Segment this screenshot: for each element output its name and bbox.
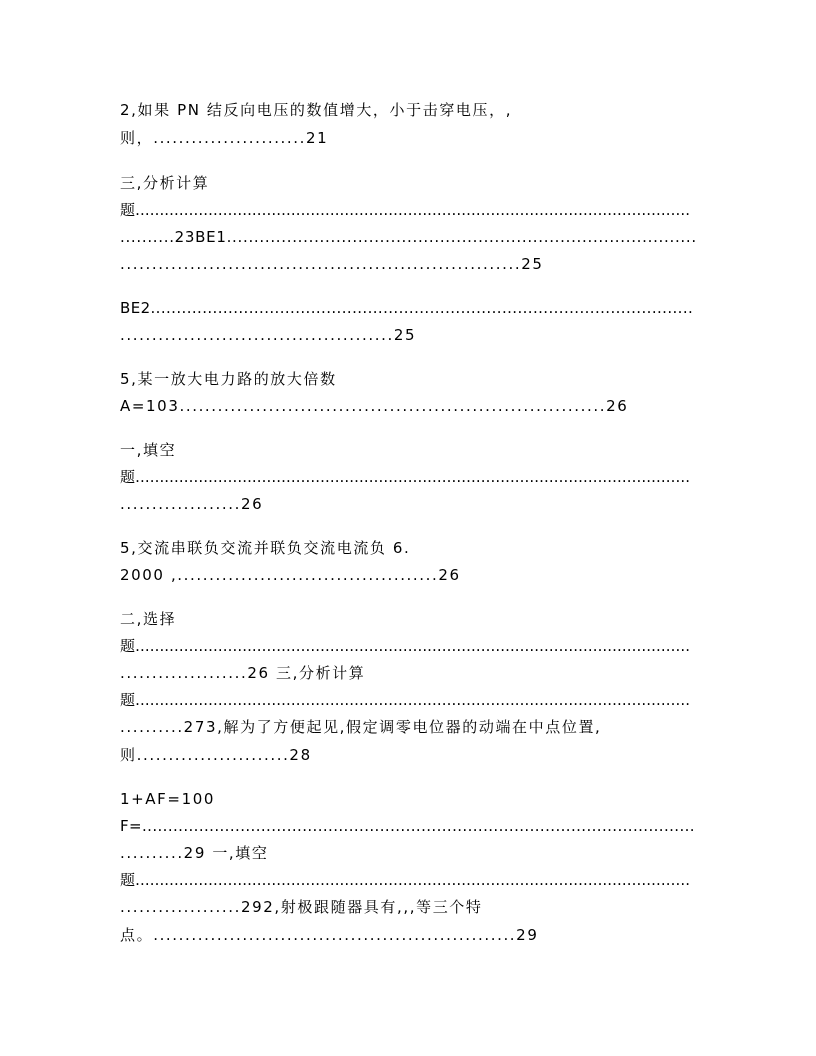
toc-line: 一,填空 bbox=[120, 441, 177, 459]
toc-line: 题.................................................................................................................. bbox=[120, 691, 691, 709]
toc-line: 2,如果 PN 结反向电压的数值增大，小于击穿电压，, bbox=[120, 101, 513, 119]
toc-line: 2000 ,.........................................26 bbox=[120, 566, 461, 584]
toc-line: ...............................................................25 bbox=[120, 255, 544, 273]
toc-line: 题.................................................................................................................. bbox=[120, 637, 691, 655]
toc-line: 1+AF=100 bbox=[120, 790, 215, 808]
toc-line: ...................292,射极跟随器具有,,,等三个特 bbox=[120, 898, 483, 916]
toc-line: 题.................................................................................................................. bbox=[120, 201, 691, 219]
toc-line: ..........29 一,填空 bbox=[120, 844, 269, 862]
toc-line: ..........23BE1...................................................................................... bbox=[120, 228, 697, 246]
toc-line: 三,分析计算 bbox=[120, 174, 210, 192]
toc-line: ...........................................25 bbox=[120, 326, 417, 344]
toc-line: 题.................................................................................................................. bbox=[120, 468, 691, 486]
toc-line: ....................26 三,分析计算 bbox=[120, 664, 366, 682]
toc-line: 题.................................................................................................................. bbox=[120, 871, 691, 889]
toc-line: ..........273,解为了方便起见,假定调零电位器的动端在中点位置, bbox=[120, 718, 602, 736]
toc-line: 二,选择 bbox=[120, 610, 177, 628]
toc-line: 5,交流串联负交流并联负交流电流负 6. bbox=[120, 539, 411, 557]
toc-line: 则........................28 bbox=[120, 746, 312, 764]
toc-line: 点。.........................................................29 bbox=[120, 926, 539, 944]
toc-line: 则，........................21 bbox=[120, 129, 329, 147]
toc-line: 5,某一放大电力路的放大倍数 bbox=[120, 370, 337, 388]
toc-line: A=103...................................................................26 bbox=[120, 397, 629, 415]
toc-line: F=........................................................................................................... bbox=[120, 817, 695, 835]
toc-line: BE2......................................................................................................... bbox=[120, 299, 694, 317]
toc-line: ...................26 bbox=[120, 495, 264, 513]
